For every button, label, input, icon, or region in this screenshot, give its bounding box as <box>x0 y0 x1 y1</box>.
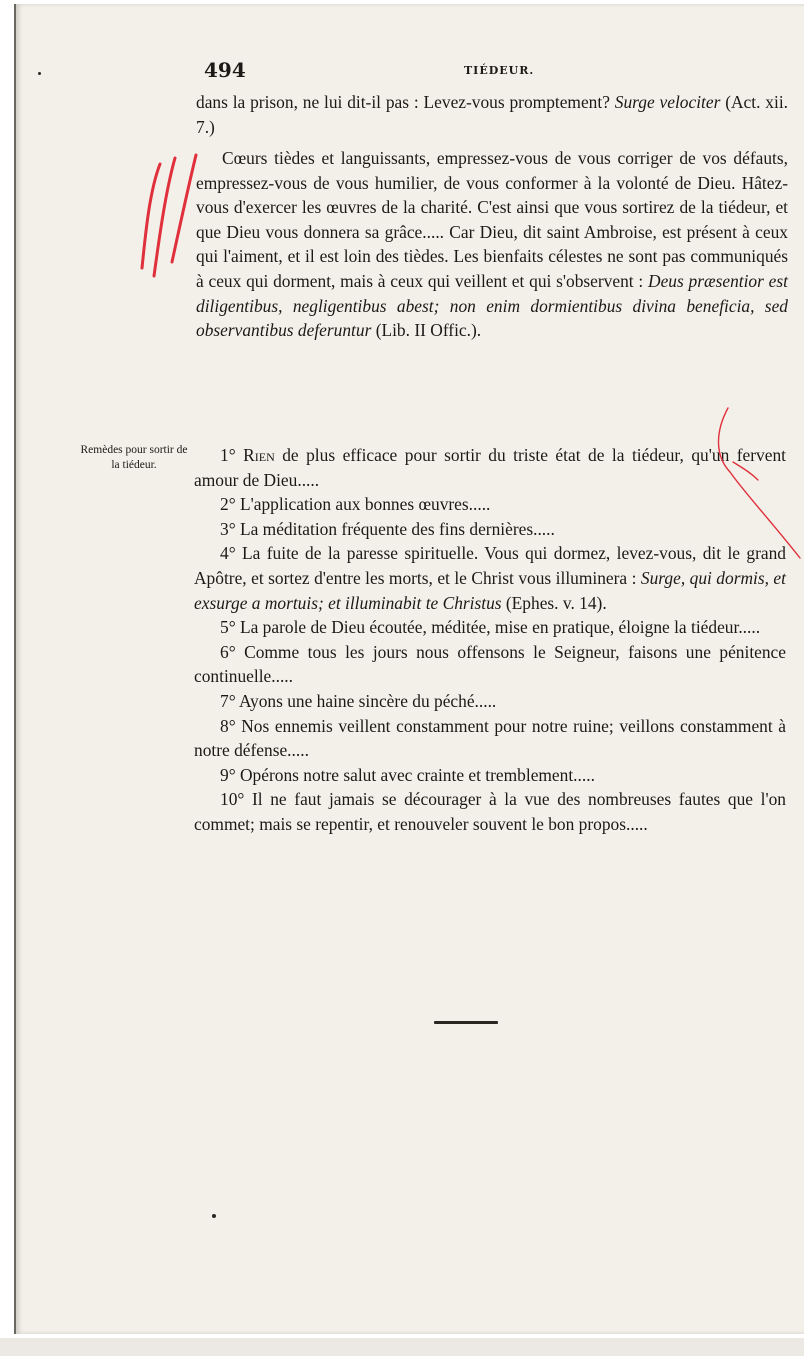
remedy-item-9: 9° Opérons notre salut avec crainte et tremblement..... <box>220 764 595 785</box>
end-ornament-rule <box>434 1021 498 1024</box>
remedy-item-10: 10° Il ne faut jamais se décourager à la vue des nombreuses fautes que l'on commet; mais se repentir, et renouveler souvent le bon propos..... <box>194 789 786 834</box>
page-header <box>186 58 786 84</box>
remedy-1-text: de plus efficace pour sortir du triste état de la tiédeur, qu'un fervent amour de Dieu..... <box>194 445 786 490</box>
remedy-item-5: 5° La parole de Dieu écoutée, méditée, mise en pratique, éloigne la tiédeur..... <box>220 617 761 638</box>
paragraph-2-text-b: (Lib. II Offic.). <box>371 320 482 341</box>
remedy-1-initial: Rien <box>243 445 275 465</box>
paragraph-exhortation <box>196 146 788 343</box>
paragraph-1-latin: Surge velociter <box>614 92 721 112</box>
remedy-item-6: 6° Comme tous les jours nous offensons le Seigneur, faisons une pénitence continuelle..... <box>194 641 786 687</box>
paragraph-2-latin: Deus præsentior est diligentibus, negligentibus abest; non enim dormientibus divina beneficia, sed observantibus deferuntur <box>196 270 788 341</box>
paragraph-2-text-a: Cœurs tièdes et languissants, empressez-vous de vous corriger de vos défauts, empressez-vous de vous humilier, de vous conformer à la volonté de Dieu. Hâtez-vous d'exercer les œuvres de la charité. C'est ainsi que vous sortirez de la tiédeur, et que Dieu vous donnera sa grâce..... Car Dieu, dit saint Ambroise, est présent à ceux qui l'aiment, et il est loin des tièdes. Les bienfaits célestes ne sont pas communiqués à ceux qui dorment, mais à ceux qui veillent et qui s'observent : <box>196 148 788 291</box>
remedy-item-3: 3° La méditation fréquente des fins dernières..... <box>220 518 555 539</box>
paragraph-continuation <box>196 90 788 139</box>
page-number: 494 <box>204 58 246 82</box>
remedy-4-latin: Surge, qui dormis, et exsurge a mortuis; et illuminabit te Christus <box>194 567 786 613</box>
remedy-item-7: 7° Ayons une haine sincère du péché..... <box>220 690 497 711</box>
paragraph-1-text-a: dans la prison, ne lui dit-il pas : Levez-vous promptement? <box>196 92 615 112</box>
remedy-4-text: 4° La fuite de la paresse spirituelle. Vous qui dormez, levez-vous, dit le grand Apôtre, et sortez d'entre les morts, et le Christ vous illuminera : <box>194 543 786 588</box>
remedy-item-2: 2° L'application aux bonnes œuvres..... <box>220 494 491 515</box>
remedies-list <box>194 443 786 837</box>
remedy-item-4 <box>194 541 786 615</box>
paragraph-1-text-b: (Act. xii. 7.) <box>196 92 788 137</box>
remedy-item-8: 8° Nos ennemis veillent constamment pour notre ruine; veillons constamment à notre défense..... <box>194 715 786 761</box>
ink-speck <box>212 1214 216 1218</box>
scan-bottom-edge <box>0 1338 804 1356</box>
remedy-4-ref: (Ephes. v. 14). <box>501 592 607 613</box>
remedy-item-1 <box>194 443 786 492</box>
running-head: TIÉDEUR. <box>464 64 535 77</box>
margin-note: Remèdes pour sortir de la tiédeur. <box>80 444 188 471</box>
remedy-1-number: 1° <box>220 445 244 465</box>
ink-speck <box>38 72 41 75</box>
